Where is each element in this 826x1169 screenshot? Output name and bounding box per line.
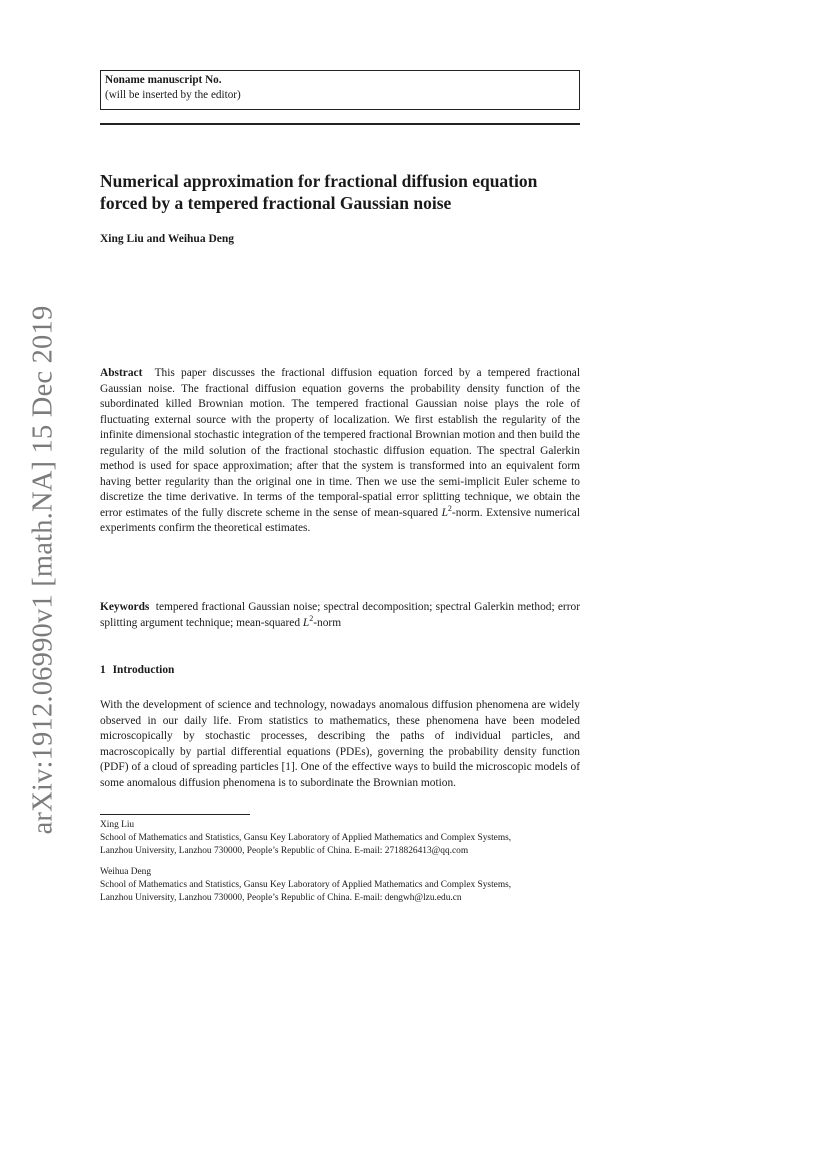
section-number: 1: [100, 664, 106, 676]
keywords-text-end: -norm: [313, 616, 342, 629]
introduction-paragraph: With the development of science and technology, nowadays anomalous diffusion phenomena are widely observed in our daily life. From statistics to mathematics, these phenomena have been modeled microscopically by stochastic processes, describing the paths of individual particles, and macroscopically by partial differential equations (PDEs), governing the probability density function (PDF) of a cloud of spreading particles [1]. One of the effective ways to build the microscopic models of some anomalous diffusion phenomena is to subordinate the Brownian motion.: [100, 699, 580, 789]
paper-title-line-1: Numerical approximation for fractional diffusion equation: [100, 171, 538, 191]
affiliation-block-xing-liu: [100, 819, 580, 858]
abstract-text-end: -norm. Extensive numerical experiments confirm the theoretical estimates.: [100, 506, 581, 534]
section-heading-introduction: [100, 664, 178, 676]
keywords-norm-letter: L: [302, 616, 310, 629]
paper-title-line-2: forced by a tempered fractional Gaussian noise: [100, 193, 452, 213]
arxiv-identifier-text: arXiv:1912.06990v1 [math.NA] 15 Dec 2019: [27, 305, 59, 835]
footnote-rule: [100, 814, 250, 815]
abstract-label: Abstract: [100, 367, 143, 379]
affiliation-address-line: School of Mathematics and Statistics, Gansu Key Laboratory of Applied Mathematics and Complex Systems,: [100, 833, 512, 843]
manuscript-editor-note: (will be inserted by the editor): [105, 89, 241, 101]
affiliation-block-weihua-deng: [100, 866, 580, 905]
keywords: [100, 600, 580, 631]
abstract-text: This paper discusses the fractional diffusion equation forced by a tempered fractional Gaussian noise. The fractional diffusion equation governs the probability density function of the subordinated killed Brownian motion. The tempered fractional Gaussian noise plays the role of fluctuating external source with the property of localization. We first establish the regularity of the infinite dimensional stochastic integration of the tempered fractional Brownian motion and then build the regularity of the mild solution of the fractional stochastic diffusion equation. The spectral Galerkin method is used for space approximation; after that the system is transformed into an equivalent form having better regularity than the original one in time. Then we use the semi-implicit Euler scheme to discretize the time derivative. In terms of the temporal-spatial error splitting technique, we obtain the error estimates of the fully discrete scheme in the sense of mean-squared: [100, 367, 580, 519]
paper-title: [100, 170, 580, 214]
abstract: [100, 366, 580, 537]
paper-authors: Xing Liu and Weihua Deng: [100, 233, 235, 245]
affiliation-author-name: Xing Liu: [100, 820, 135, 830]
keywords-norm-exponent: 2: [309, 613, 314, 623]
header-rule: [100, 123, 580, 125]
keywords-label: Keywords: [100, 601, 150, 613]
affiliation-address-email-line: Lanzhou University, Lanzhou 730000, People’s Republic of China. E-mail: 2718826413@qq.com: [100, 846, 469, 856]
affiliation-address-email-line: Lanzhou University, Lanzhou 730000, People’s Republic of China. E-mail: dengwh@lzu.edu.cn: [100, 893, 462, 903]
affiliation-author-name: Weihua Deng: [100, 867, 152, 877]
abstract-norm-exponent: 2: [447, 503, 452, 513]
section-title: Introduction: [112, 664, 175, 676]
manuscript-box: [100, 70, 580, 110]
abstract-norm-letter: L: [441, 506, 448, 519]
affiliation-address-line: School of Mathematics and Statistics, Gansu Key Laboratory of Applied Mathematics and Complex Systems,: [100, 880, 512, 890]
arxiv-identifier-stamp: [18, 305, 68, 835]
keywords-text: tempered fractional Gaussian noise; spectral decomposition; spectral Galerkin method; error splitting argument technique; mean-squared: [100, 601, 580, 629]
manuscript-number-label: Noname manuscript No.: [105, 74, 222, 86]
